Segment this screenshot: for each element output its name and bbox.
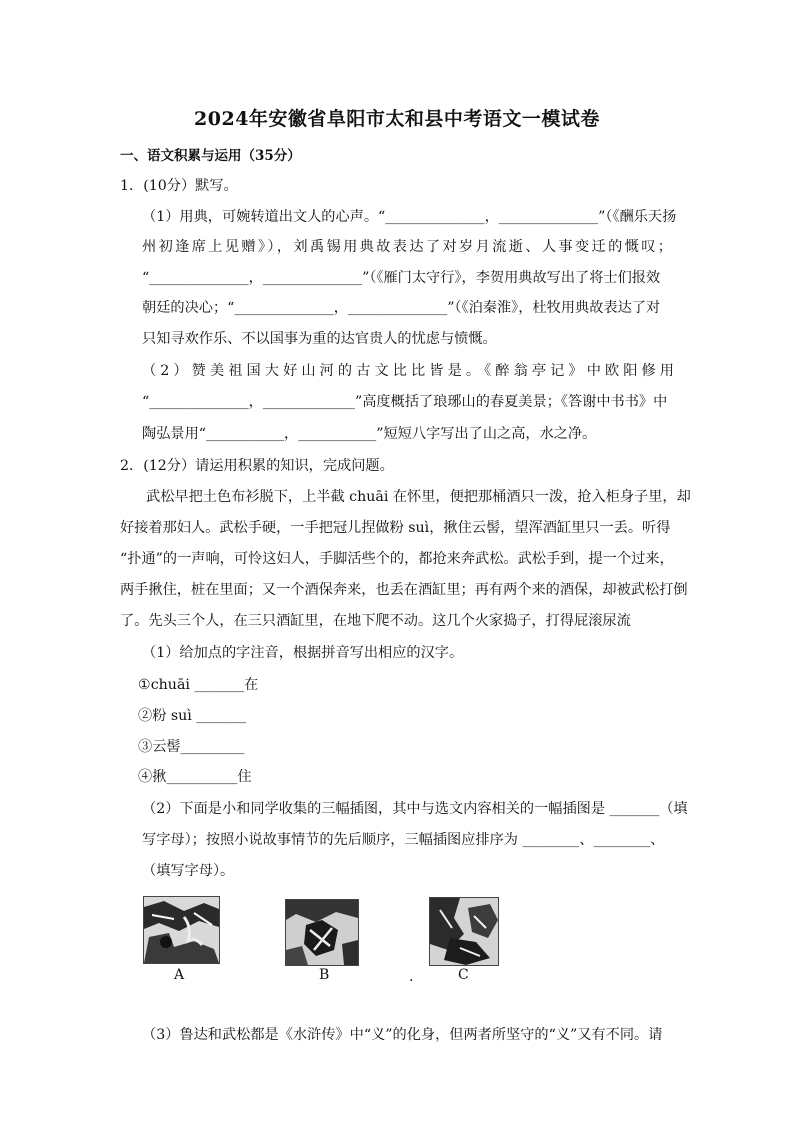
illustration-b — [285, 899, 359, 966]
section-heading: 一、语文积累与运用（35分） — [120, 148, 301, 164]
page-title: 2024年安徽省阜阳市太和县中考语文一模试卷 — [194, 108, 600, 130]
caption-dot: . — [409, 969, 414, 985]
subquestion-2-line-1: （2）下面是小和同学收集的三幅插图，其中与选文内容相关的一幅插图是 _______（填 — [142, 801, 688, 817]
q1-line-6: （2）赞美祖国大好山河的古文比比皆是。《醉翁亭记》中欧阳修用 — [142, 363, 674, 379]
passage-line-2: 好接着那妇人。武松手硬，一手把冠儿捏做粉 suì，揪住云髻，望浑酒缸里只一丢。听得 — [120, 520, 671, 536]
passage-line-3: “扑通”的一声响，可怜这妇人，手脚活些个的，都抢来奔武松。武松手到，提一个过来， — [120, 551, 674, 567]
answer-item-2: ②粉 suì _______ — [138, 708, 247, 724]
illustration-a — [143, 896, 220, 964]
answer-item-4: ④揪__________住 — [138, 769, 252, 785]
illustration-c — [429, 897, 499, 966]
passage-line-1: 武松早把土色布衫脱下，上半截 chuāi 在怀里，便把那桶酒只一泼，抢入柜身子里，却 — [146, 489, 691, 505]
q1-line-7: “______________，_____________”高度概括了琅琊山的春夏美景；《答谢中书书》中 — [142, 394, 668, 410]
q1-line-5: 只知寻欢作乐、不以国事为重的达官贵人的忧虑与愤慨。 — [142, 331, 497, 347]
passage-line-5: 了。先头三个人，在三只酒缸里，在地下爬不动。这几个火家捣子，打得屁滚尿流 — [120, 613, 631, 629]
question-2-head: 2．(12分）请运用积累的知识，完成问题。 — [120, 458, 394, 474]
q1-line-1: （1）用典，可婉转道出文人的心声。“______________，______________”（《酬乐天扬 — [142, 209, 677, 225]
q1-line-3: “______________，______________”（《雁门太守行》，李贺用典故写出了将士们报效 — [142, 270, 661, 286]
caption-a: A — [174, 967, 185, 983]
caption-b: B — [319, 967, 330, 983]
subquestion-2-line-2: 写字母）；按照小说故事情节的先后顺序，三幅插图应排序为 ________、________、 — [142, 832, 665, 848]
answer-item-1: ①chuāi _______在 — [138, 677, 259, 693]
subquestion-2-line-3: （填写字母）。 — [142, 863, 235, 879]
q1-line-4: 朝廷的决心；“______________，______________”（《泊秦淮》，杜牧用典故表达了对 — [142, 300, 661, 316]
subquestion-3: （3）鲁达和武松都是《水浒传》中“义”的化身，但两者所坚守的“义”又有不同。请 — [142, 1027, 663, 1043]
answer-item-3: ③云髻_________ — [138, 739, 245, 755]
caption-c: C — [458, 967, 469, 983]
subquestion-1: （1）给加点的字注音，根据拼音写出相应的汉字。 — [142, 645, 464, 661]
q1-line-2: 州初逢席上见赠》），刘禹锡用典故表达了对岁月流逝、人事变迁的慨叹； — [142, 239, 672, 255]
question-1-head: 1．(10分）默写。 — [120, 178, 238, 194]
passage-line-4: 两手揪住，桩在里面；又一个酒保奔来，也丢在酒缸里；再有两个来的酒保，却被武松打倒 — [120, 582, 688, 598]
q1-line-8: 陶弘景用“___________，___________”短短八字写出了山之高，水之净。 — [142, 426, 597, 442]
